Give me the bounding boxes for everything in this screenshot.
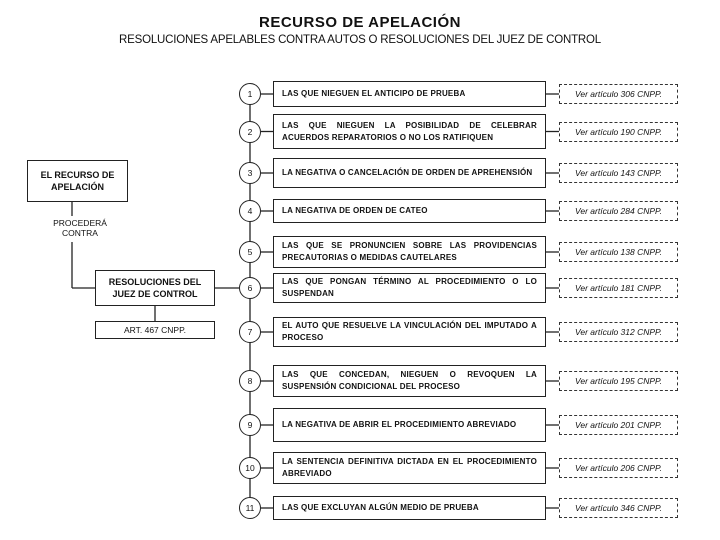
item-text: LA NEGATIVA DE ORDEN DE CATEO: [282, 206, 428, 215]
item-text: LAS QUE SE PRONUNCIEN SOBRE LAS PROVIDENCIAS PRECAUTORIAS O MEDIDAS CAUTELARES: [282, 241, 537, 262]
item-text: LA NEGATIVA DE ABRIR EL PROCEDIMIENTO ABREVIADO: [282, 420, 517, 429]
article-reference: Ver artículo 312 CNPP.: [559, 322, 678, 342]
item-text: LA SENTENCIA DEFINITIVA DICTADA EN EL PROCEDIMIENTO ABREVIADO: [282, 457, 537, 478]
article-reference: Ver artículo 190 CNPP.: [559, 122, 678, 142]
item-number: 8: [239, 370, 261, 392]
procedera-label: PROCEDERÁ CONTRA: [53, 218, 107, 238]
item-box: [273, 199, 546, 223]
article-reference: Ver artículo 284 CNPP.: [559, 201, 678, 221]
item-number: 11: [239, 497, 261, 519]
item-text: EL AUTO QUE RESUELVE LA VINCULACIÓN DEL IMPUTADO A PROCESO: [282, 321, 537, 342]
item-text: LAS QUE PONGAN TÉRMINO AL PROCEDIMIENTO O LO SUSPENDAN: [282, 277, 537, 298]
item-text: LAS QUE NIEGUEN LA POSIBILIDAD DE CELEBRAR ACUERDOS REPARATORIOS O NO LOS RATIFIQUEN: [282, 120, 537, 142]
item-text: LAS QUE NIEGUEN EL ANTICIPO DE PRUEBA: [282, 89, 466, 98]
item-box: [273, 452, 546, 484]
item-number: 7: [239, 321, 261, 343]
article-box: ART. 467 CNPP.: [95, 321, 215, 339]
item-box: [273, 408, 546, 442]
item-box: [273, 317, 546, 347]
article-reference: Ver artículo 143 CNPP.: [559, 163, 678, 183]
article-reference: Ver artículo 138 CNPP.: [559, 242, 678, 262]
item-box: [273, 114, 546, 149]
page-subtitle: RESOLUCIONES APELABLES CONTRA AUTOS O RESOLUCIONES DEL JUEZ DE CONTROL: [119, 34, 601, 46]
article-reference: Ver artículo 206 CNPP.: [559, 458, 678, 478]
item-box: [273, 365, 546, 397]
item-box: [273, 236, 546, 268]
item-text: LAS QUE CONCEDAN, NIEGUEN O REVOQUEN LA SUSPENSIÓN CONDICIONAL DEL PROCESO: [282, 370, 537, 391]
item-number: 5: [239, 241, 261, 263]
article-reference: Ver artículo 306 CNPP.: [559, 84, 678, 104]
item-number: 2: [239, 121, 261, 143]
item-number: 6: [239, 277, 261, 299]
item-text: LAS QUE EXCLUYAN ALGÚN MEDIO DE PRUEBA: [282, 503, 479, 512]
item-number: 9: [239, 414, 261, 436]
item-box: [273, 158, 546, 188]
item-number: 4: [239, 200, 261, 222]
article-reference: Ver artículo 201 CNPP.: [559, 415, 678, 435]
main-box: EL RECURSO DE APELACIÓN: [27, 160, 128, 202]
item-number: 1: [239, 83, 261, 105]
article-reference: Ver artículo 195 CNPP.: [559, 371, 678, 391]
page-title: RECURSO DE APELACIÓN: [259, 14, 461, 31]
article-reference: Ver artículo 181 CNPP.: [559, 278, 678, 298]
item-box: [273, 81, 546, 107]
item-number: 3: [239, 162, 261, 184]
resoluciones-box: RESOLUCIONES DEL JUEZ DE CONTROL: [95, 270, 215, 306]
item-box: [273, 273, 546, 303]
item-text: LA NEGATIVA O CANCELACIÓN DE ORDEN DE APREHENSIÓN: [282, 168, 533, 177]
article-reference: Ver artículo 346 CNPP.: [559, 498, 678, 518]
item-box: [273, 496, 546, 520]
item-number: 10: [239, 457, 261, 479]
